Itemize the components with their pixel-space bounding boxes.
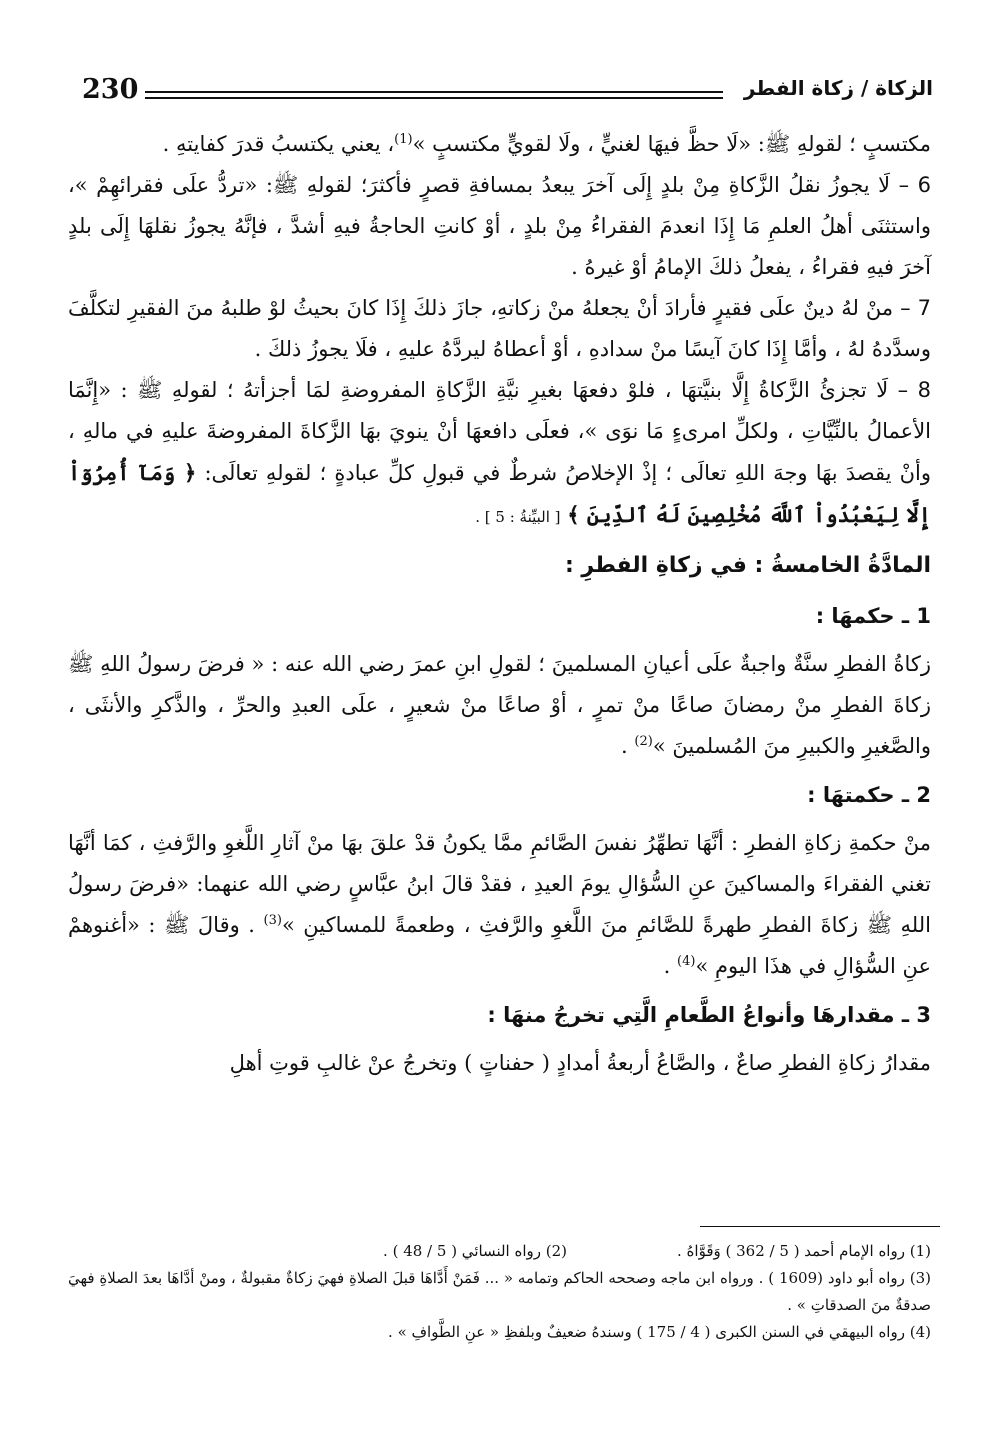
footnote-3: (3) رواه أبو داود (1609 ) . ورواه ابن ماجه وصححه الحاكم وتمامه « ... فَمَنْ أَدَّاهَا قبلَ الصلاةِ فهيَ زكاةٌ مقبولةٌ ، ومنْ أدَّاهَا بعدَ الصلاةِ فهيَ صدقةٌ منَ الصدقاتِ » . (68, 1269, 932, 1314)
item-8: 8 – لَا تجزئُ الزَّكاةُ إِلَّا بنيَّتهَا ، فلوْ دفعهَا بغيرِ نيَّةِ الزَّكاةِ المفروضةِ لمَا أجزأتهُ ؛ لقولهِ ﷺ : «إِنَّمَا الأعمالُ بالنِّيَّاتِ ، ولكلِّ امرىءٍ مَا نوَى »، فعلَى دافعهَا أنْ ينويَ بهَا الزَّكاةَ المفروضةَ عليهِ في مالهِ ، وأنْ يقصدَ بهَا وجهَ اللهِ تعالَى ؛ إذْ الإخلاصُ شرطٌ في قبولِ كلِّ عبادةٍ ؛ لقولهِ تعالَى: ﴿ وَمَآ أُمِرُوٓاْ إِلَّا لِيَعْبُدُواْ ٱللَّهَ مُخْلِصِينَ لَهُ ٱلدِّينَ ﴾ [ البيِّنةُ : 5 ] . (68, 378, 931, 527)
subheading-wisdom: 2 ـ حكمتهَا : (807, 783, 931, 807)
footnote-ref: (3) (263, 913, 282, 928)
quran-verse: ﴿ وَمَآ أُمِرُوٓاْ إِلَّا لِيَعْبُدُواْ ٱللَّهَ مُخْلِصِينَ لَهُ ٱلدِّينَ ﴾ (68, 460, 931, 527)
item-number: 6 – (898, 173, 931, 197)
footnote-ref: (4) (677, 954, 696, 969)
subheading-ruling: 1 ـ حكمهَا : (815, 604, 931, 628)
footnote-row (68, 1238, 931, 1265)
footnote-ref: (1) (394, 132, 413, 147)
verse-reference: [ البيِّنةُ : 5 ] . (475, 508, 561, 526)
header-rule (145, 91, 723, 99)
page-number: 230 (82, 74, 139, 105)
subheading-amount: 3 ـ مقدارهَا وأنواعُ الطَّعامِ الَّتِي تخرجُ منهَا : (487, 1003, 931, 1027)
footnotes (68, 1238, 931, 1346)
amount-paragraph: مقدارُ زكاةِ الفطرِ صاعٌ ، والصَّاعُ أربعةُ أمدادٍ ( حفناتٍ ) وتخرجُ عنْ غالبِ قوتِ أهلِ (229, 1051, 931, 1075)
section-heading: المادَّةُ الخامسةُ : في زكاةِ الفطرِ : (564, 553, 931, 578)
footnote-4: (4) رواه البيهقي في السنن الكبرى ( 4 / 175 ) وسندهُ ضعيفٌ وبلفظِ « عنِ الطَّوافِ » . (388, 1323, 931, 1341)
item-6: 6 – لَا يجوزُ نقلُ الزَّكاةِ مِنْ بلدٍ إِلَى آخرَ يبعدُ بمسافةِ قصرٍ فأكثرَ؛ لقولهِ ﷺ: «تردُّ علَى فقرائهِمْ »، واستثنَى أهلُ العلمِ مَا إِذَا انعدمَ الفقراءُ مِنْ بلدٍ ، أوْ كانتِ الحاجةُ فيهِ أشدَّ ، فإنَّهُ يجوزُ نقلهَا إِلَى بلدٍ آخرَ فيهِ فقراءُ ، يفعلُ ذلكَ الإمامُ أوْ غيرهُ . (68, 173, 931, 279)
wisdom-paragraph: منْ حكمةِ زكاةِ الفطرِ : أنَّهَا تطهِّرُ نفسَ الصَّائمِ ممَّا يكونُ قدْ علقَ بهَا منْ آثارِ اللَّغوِ والرَّفثِ ، كمَا أنَّهَا تغني الفقراءَ والمساكينَ عنِ السُّؤالِ يومَ العيدِ ، فقدْ قالَ ابنُ عبَّاسٍ رضي الله عنهما: «فرضَ رسولُ اللهِ ﷺ زكاةَ الفطرِ طهرةً للصَّائمِ منَ اللَّغوِ والرَّفثِ ، وطعمةً للمساكينِ »$^{(3)}$ . وقالَ ﷺ : «أغنوهمْ عنِ السُّؤالِ في هذَا اليومِ »$^{(4)}$ . (68, 831, 931, 978)
item-number: 7 – (900, 296, 931, 320)
item-number: 8 – (897, 378, 931, 402)
footnote-rule (700, 1226, 940, 1227)
item-7: 7 – منْ لهُ دينٌ علَى فقيرٍ فأرادَ أنْ يجعلهُ منْ زكاتهِ، جازَ ذلكَ إِذَا كانَ بحيثُ لوْ طلبهُ منَ الفقيرِ لتكلَّفَ وسدَّدهُ لهُ ، وأمَّا إِذَا كانَ آيسًا منْ سدادهِ ، أوْ أعطاهُ ليردَّهُ عليهِ ، فلَا يجوزُ ذلكَ . (68, 296, 931, 361)
footnote-1: (1) رواه الإمام أحمد ( 5 / 362 ) وَقَوَّاهُ . (677, 1242, 931, 1260)
ruling-paragraph: زكاةُ الفطرِ سنَّةٌ واجبةٌ علَى أعيانِ المسلمينَ ؛ لقولِ ابنِ عمرَ رضي الله عنه : « فرضَ رسولُ اللهِ ﷺ زكاةَ الفطرِ منْ رمضانَ صاعًا منْ تمرٍ ، أوْ صاعًا منْ شعيرٍ ، علَى العبدِ والحرِّ ، والذَّكرِ والأنثَى ، والصَّغيرِ والكبيرِ منَ المُسلمينَ »$^{(2)}$ . (68, 652, 931, 758)
continued-paragraph: مكتسبٍ ؛ لقولهِ ﷺ: «لَا حظَّ فيهَا لغنيٍّ ، ولَا لقويٍّ مكتسبٍ »$^{(1)}$، يعني يكتسبُ قدرَ كفايتهِ . (162, 132, 931, 156)
page-header (70, 70, 933, 110)
running-title: الزكاة / زكاة الفطر (743, 76, 933, 100)
footnote-2: (2) رواه النسائي ( 5 / 48 ) . (383, 1242, 568, 1260)
footnote-ref: (2) (634, 734, 653, 749)
main-text (68, 124, 931, 1084)
